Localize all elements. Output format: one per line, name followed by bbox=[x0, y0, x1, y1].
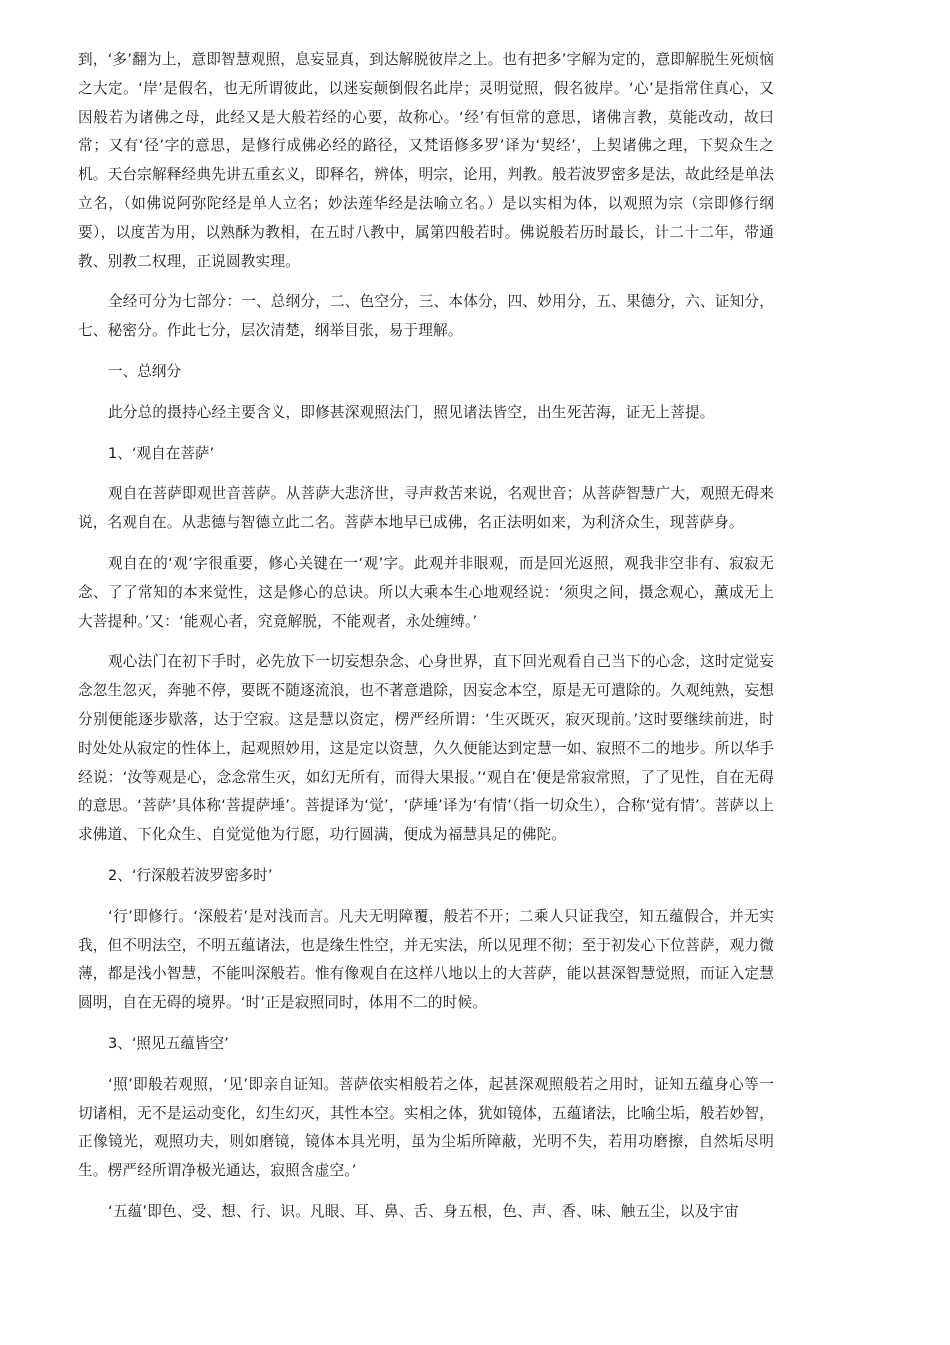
paragraph: 全经可分为七部分：一、总纲分，二、色空分，三、本体分，四、妙用分，五、果德分，六、证知分，七、秘密分。作此七分，层次清楚，纲举目张，易于理解。 bbox=[78, 293, 774, 340]
section-heading: 一、总纲分 bbox=[108, 362, 181, 380]
subsection-heading: 2、‘行深般若波罗密多时’ bbox=[108, 866, 273, 884]
paragraph: ‘照’即般若观照，‘见’即亲自证知。菩萨依实相般若之体，起甚深观照般若之用时，证知五蕴身心等一切诸相，无不是运动变化，幻生幻灭，其性本空。实相之体，犹如镜体，五蕴诸法，比喻尘垢，般若妙智，正像镜光，观照功夫，则如磨镜，镜体本具光明，虽为尘垢所障蔽，光明不失，若用功磨擦，自然垢尽明生。楞严经所谓净极光通达，寂照含虚空。’ bbox=[78, 1075, 774, 1180]
paragraph: ‘行’即修行。‘深般若’是对浅而言。凡夫无明障覆，般若不开；二乘人只证我空，知五蕴假合，并无实我，但不明法空，不明五蕴诸法，也是缘生性空，并无实法，所以见理不彻；至于初发心下位菩萨，观力微薄，都是浅小智慧，不能叫深般若。惟有像观自在这样八地以上的大菩萨，能以甚深智慧觉照，而证入定慧圆明，自在无碍的境界。‘时’正是寂照同时，体用不二的时候。 bbox=[78, 907, 774, 1012]
paragraph: 此分总的摄持心经主要含义，即修甚深观照法门，照见诸法皆空，出生死苦海，证无上菩提。 bbox=[108, 403, 715, 421]
paragraph: ‘五蕴’即色、受、想、行、识。凡眼、耳、鼻、舌、身五根，色、声、香、味、触五尘，以及宇宙 bbox=[108, 1202, 740, 1220]
paragraph: 观自在的‘观’字很重要，修心关键在一‘观’字。此观并非眼观，而是回光返照，观我非空非有、寂寂无念、了了常知的本来觉性，这是修心的总诀。所以大乘本生心地观经说：‘须臾之间，摄念观心，薰成无上大菩提种。’又：‘能观心者，究竟解脱，不能观者，永处缠缚。’ bbox=[78, 554, 774, 630]
document-page bbox=[78, 46, 774, 1239]
paragraph: 到，‘多’翻为上，意即智慧观照，息妄显真，到达解脱彼岸之上。也有把多’字解为定的，意即解脱生死烦恼之大定。‘岸’是假名，也无所谓彼此，以迷妄颠倒假名此岸；灵明觉照，假名彼岸。‘心’是指常住真心，又因般若为诸佛之母，此经又是大般若经的心要，故称心。‘经’有恒常的意思，诸佛言教，莫能改动，故曰常；又有‘径’字的意思，是修行成佛必经的路径，又梵语修多罗’译为‘契经’，上契诸佛之理，下契众生之机。天台宗解释经典先讲五重玄义，即释名，辨体，明宗，论用，判教。般若波罗密多是法，故此经是单法立名，（如佛说阿弥陀经是单人立名；妙法莲华经是法喻立名。）是以实相为体，以观照为宗（宗即修行纲要），以度苦为用，以熟酥为教相，在五时八教中，属第四般若时。佛说般若历时最长，计二十二年，带通教、别教二权理，正说圆教实理。 bbox=[78, 51, 774, 270]
paragraph: 观自在菩萨即观世音菩萨。从菩萨大悲济世，寻声救苦来说，名观世音；从菩萨智慧广大，观照无碍来说，名观自在。从悲德与智德立此二名。菩萨本地早已成佛，名正法明如来，为利济众生，现菩萨身。 bbox=[78, 485, 774, 532]
subsection-heading: 3、‘照见五蕴皆空’ bbox=[108, 1034, 229, 1052]
subsection-heading: 1、‘观自在菩萨’ bbox=[108, 444, 215, 462]
paragraph: 观心法门在初下手时，必先放下一切妄想杂念、心身世界，直下回光观看自己当下的心念，这时定觉妄念忽生忽灭，奔驰不停，要既不随逐流浪，也不著意遣除，因妄念本空，原是无可遣除的。久观纯熟，妄想分别便能逐步歇落，达于空寂。这是慧以资定，楞严经所谓：‘生灭既灭，寂灭现前。’这时要继续前进，时时处处从寂定的性体上，起观照妙用，这是定以资慧，久久便能达到定慧一如、寂照不二的地步。所以华手经说：‘汝等观是心，念念常生灭，如幻无所有，而得大果报。’‘观自在’便是常寂常照，了了见性，自在无碍的意思。‘菩萨’具体称‘菩提萨埵’。菩提译为‘觉’，‘萨埵’译为‘有情’（指一切众生），合称‘觉有情’。菩萨以上求佛道、下化众生、自觉觉他为行愿，功行圆满，便成为福慧具足的佛陀。 bbox=[78, 653, 774, 844]
